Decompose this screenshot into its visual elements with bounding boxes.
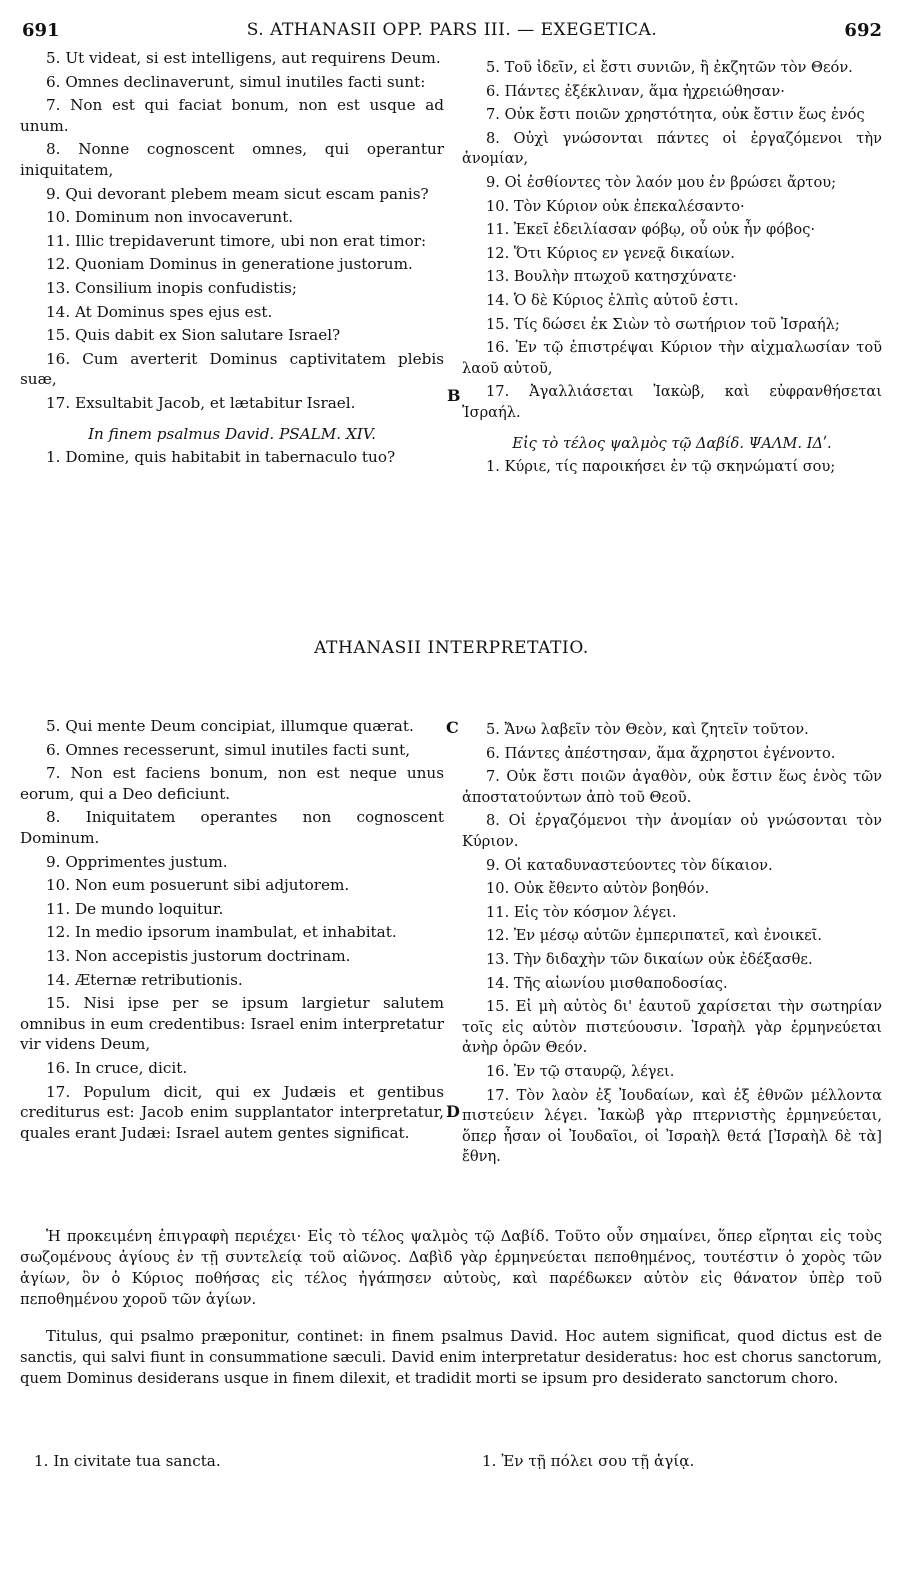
psalm-greek-caption: Εἰς τὸ τέλος ψαλμὸς τῷ Δαβίδ. ΨΑΛΜ. ΙΔʹ. <box>512 434 832 452</box>
bottom-latin-verse: 1. In civitate tua sancta. <box>34 1452 221 1470</box>
psalm-greek-verse: 11. Ἐκεῖ ἐδειλίασαν φόβῳ, οὗ οὐκ ἦν φόβος· <box>486 221 816 239</box>
running-title: S. ATHANASII OPP. PARS III. — EXEGETICA. <box>246 20 658 40</box>
psalm-latin-verse: 11. Illic trepidaverunt timore, ubi non erat timor: <box>46 231 427 250</box>
psalm-latin-next-verse: 1. Domine, quis habitabit in tabernaculo tuo? <box>46 448 396 467</box>
psalm-latin-caption: In finem psalmus David. PSALM. XIV. <box>88 424 376 443</box>
psalm-latin-verse: 17. Exsultabit Jacob, et lætabitur Israel. <box>46 393 356 412</box>
bottom-greek-verse: 1. Ἐν τῇ πόλει σου τῇ ἁγίᾳ. <box>482 1452 695 1470</box>
psalm-latin-verse: 16. Cum averterit Dominus captivitatem plebis suæ, <box>20 349 444 389</box>
psalm-greek-verse: 16. Ἐν τῷ ἐπιστρέψαι Κύριον τὴν αἰχμαλωσίαν τοῦ λαοῦ αὐτοῦ, <box>462 339 882 377</box>
interp-greek-verse: 13. Τὴν διδαχὴν τῶν δικαίων οὐκ ἐδέξασθε. <box>486 950 813 968</box>
section-title: ATHANASII INTERPRETATIO. <box>314 638 589 658</box>
interp-greek-verse: 14. Τῆς αἰωνίου μισθαποδοσίας. <box>486 974 728 992</box>
interp-latin-verse: 13. Non accepistis justorum doctrinam. <box>46 946 351 965</box>
interp-greek-verse: 16. Ἐν τῷ σταυρῷ, λέγει. <box>486 1062 675 1080</box>
interp-greek-verse: 10. Οὐκ ἔθεντο αὐτὸν βοηθόν. <box>486 880 710 898</box>
psalm-latin-verse: 5. Ut videat, si est intelligens, aut requirens Deum. <box>46 49 441 67</box>
interpretation-latin-column <box>20 716 444 1146</box>
interpretation-greek-column <box>462 720 882 1171</box>
psalm-greek-verse: 12. Ὅτι Κύριος εν γενεᾷ δικαίων. <box>486 244 735 262</box>
interp-greek-verse: 17. Τὸν λαὸν ἐξ Ἰουδαίων, καὶ ἐξ ἐθνῶν μέλλοντα πιστεύειν λέγει. Ἰακὼβ γὰρ πτερνιστὴς ἑρμηνεύεται, ὅπερ ἦσαν οἱ Ἰουδαῖοι, οἱ Ἰσραὴλ θετά [Ἰσραὴλ δὲ τὰ] ἔθνη. <box>462 1086 882 1166</box>
psalm-latin-verse: 15. Quis dabit ex Sion salutare Israel? <box>46 326 341 345</box>
psalm-latin-verse: 13. Consilium inopis confudistis; <box>46 278 297 297</box>
psalm-latin-verse: 6. Omnes declinaverunt, simul inutiles facti sunt: <box>46 72 426 91</box>
psalm-latin-verse: 8. Nonne cognoscent omnes, qui operantur iniquitatem, <box>20 140 444 179</box>
psalm-greek-verse: 10. Τὸν Κύριον οὐκ ἐπεκαλέσαντο· <box>486 197 745 215</box>
interp-latin-verse: 6. Omnes recesserunt, simul inutiles facti sunt, <box>46 740 411 759</box>
interp-greek-verse: 15. Εἰ μὴ αὐτὸς δι' ἑαυτοῦ χαρίσεται τὴν σωτηρίαν τοῖς εἰς αὐτὸν πιστεύουσιν. Ἰσραὴλ γὰρ ἑρμηνεύεται ἀνὴρ ὁρῶν Θεόν. <box>462 998 882 1057</box>
interp-latin-verse: 17. Populum dicit, qui ex Judæis et gentibus crediturus est: Jacob enim supplantator interpretatur, quales erant Judæi: Israel autem gentes significat. <box>20 1082 444 1142</box>
psalm-greek-verse: 13. Βουλὴν πτωχοῦ κατησχύνατε· <box>486 268 737 286</box>
psalm-greek-verse: 5. Τοῦ ἰδεῖν, εἰ ἔστι συνιῶν, ἢ ἐκζητῶν τὸν Θεόν. <box>486 59 853 76</box>
psalm-latin-column <box>20 48 444 471</box>
interp-latin-verse: 5. Qui mente Deum concipiat, illumque quærat. <box>46 717 414 735</box>
margin-mark-d: D <box>446 1102 460 1121</box>
margin-mark-c: C <box>446 718 459 737</box>
psalm-greek-verse: 15. Τίς δώσει ἐκ Σιὼν τὸ σωτήριον τοῦ Ἰσραήλ; <box>486 315 840 333</box>
psalm-greek-verse: 14. Ὁ δὲ Κύριος ἐλπὶς αὐτοῦ ἐστι. <box>486 291 739 309</box>
interp-greek-verse: 9. Οἱ καταδυναστεύοντες τὸν δίκαιον. <box>486 856 773 874</box>
interp-latin-verse: 12. In medio ipsorum inambulat, et inhabitat. <box>46 923 397 942</box>
psalm-latin-verse: 12. Quoniam Dominus in generatione justorum. <box>46 255 413 274</box>
psalm-latin-verse: 14. At Dominus spes ejus est. <box>46 302 273 321</box>
psalm-greek-column <box>462 58 882 481</box>
latin-commentary-paragraph: Titulus, qui psalmo præponitur, continet: in finem psalmus David. Hoc autem significat, quod dictus est de sanctis, qui salvi fiunt in consummatione sæculi. David enim interpretatur desideratus: hoc est chorus sanctorum, quem Dominus desiderans usque in finem dilexit, et tradidit morti se ipsum pro desiderato sanctorum choro. <box>20 1328 882 1387</box>
psalm-latin-verse: 7. Non est qui faciat bonum, non est usque ad unum. <box>20 96 444 135</box>
psalm-latin-verse: 10. Dominum non invocaverunt. <box>46 208 294 227</box>
greek-commentary-paragraph: Ἡ προκειμένη ἐπιγραφὴ περιέχει· Εἰς τὸ τέλος ψαλμὸς τῷ Δαβίδ. Τοῦτο οὖν σημαίνει, ὅπερ εἴρηται εἰς τοὺς σωζομένους ἁγίους ἐν τῇ συντελείᾳ τοῦ αἰῶνος. Δαβὶδ γὰρ ἑρμηνεύεται πεποθημένος, τουτέστιν ὁ χορὸς τῶν ἁγίων, ὃν ὁ Κύριος ποθήσας εἰς τέλος ἠγάπησεν αὐτοὺς, καὶ παρέδωκεν αὐτὸν εἰς θάνατον ὑπὲρ τοῦ πεποθημένου χοροῦ τῶν ἁγίων. <box>20 1228 882 1308</box>
page-number-left: 691 <box>22 20 60 41</box>
interp-greek-verse: 11. Εἰς τὸν κόσμον λέγει. <box>486 903 677 921</box>
psalm-greek-verse: 8. Οὐχὶ γνώσονται πάντες οἱ ἐργαζόμενοι τὴν ἀνομίαν, <box>462 129 882 168</box>
interp-greek-verse: 7. Οὐκ ἔστι ποιῶν ἀγαθὸν, οὐκ ἔστιν ἕως ἑνὸς τῶν ἀποστατούντων ἀπὸ τοῦ Θεοῦ. <box>462 768 882 806</box>
interp-latin-verse: 10. Non eum posuerunt sibi adjutorem. <box>46 876 350 895</box>
interp-greek-verse: 5. Ἄνω λαβεῖν τὸν Θεὸν, καὶ ζητεῖν τοῦτον. <box>486 721 809 738</box>
interp-latin-verse: 16. In cruce, dicit. <box>46 1058 188 1077</box>
interp-latin-verse: 9. Opprimentes justum. <box>46 852 228 871</box>
interp-latin-verse: 11. De mundo loquitur. <box>46 899 224 918</box>
psalm-greek-verse: 6. Πάντες ἐξέκλιναν, ἅμα ἠχρειώθησαν· <box>486 82 785 100</box>
interp-greek-verse: 12. Ἐν μέσῳ αὐτῶν ἐμπεριπατεῖ, καὶ ἐνοικεῖ. <box>486 927 823 945</box>
psalm-greek-next-verse: 1. Κύριε, τίς παροικήσει ἐν τῷ σκηνώματί σου; <box>486 458 836 476</box>
page-header <box>22 20 882 44</box>
interp-latin-verse: 7. Non est faciens bonum, non est neque unus eorum, qui a Deo deficiunt. <box>20 764 444 803</box>
psalm-greek-verse: 7. Οὐκ ἔστι ποιῶν χρηστότητα, οὐκ ἔστιν ἕως ἑνός <box>486 106 865 124</box>
interp-latin-verse: 8. Iniquitatem operantes non cognoscent Dominum. <box>20 808 444 847</box>
page-number-right: 692 <box>844 20 882 41</box>
interp-latin-verse: 14. Æternæ retributionis. <box>46 970 243 989</box>
psalm-latin-verse: 9. Qui devorant plebem meam sicut escam panis? <box>46 184 429 203</box>
psalm-greek-verse: 17. Ἀγαλλιάσεται Ἰακὼβ, καὶ εὐφρανθήσεται Ἰσραήλ. <box>462 383 882 421</box>
interp-greek-verse: 8. Οἱ ἐργαζόμενοι τὴν ἀνομίαν οὐ γνώσονται τὸν Κύριον. <box>462 812 882 850</box>
interp-greek-verse: 6. Πάντες ἀπέστησαν, ἅμα ἄχρηστοι ἐγένοντο. <box>486 744 836 762</box>
interp-latin-verse: 15. Nisi ipse per se ipsum largietur salutem omnibus in eum credentibus: Israel enim interpretatur vir videns Deum, <box>20 994 444 1054</box>
margin-mark-b: B <box>447 386 461 405</box>
psalm-greek-verse: 9. Οἱ ἐσθίοντες τὸν λαόν μου ἐν βρώσει ἄρτου; <box>486 173 837 191</box>
